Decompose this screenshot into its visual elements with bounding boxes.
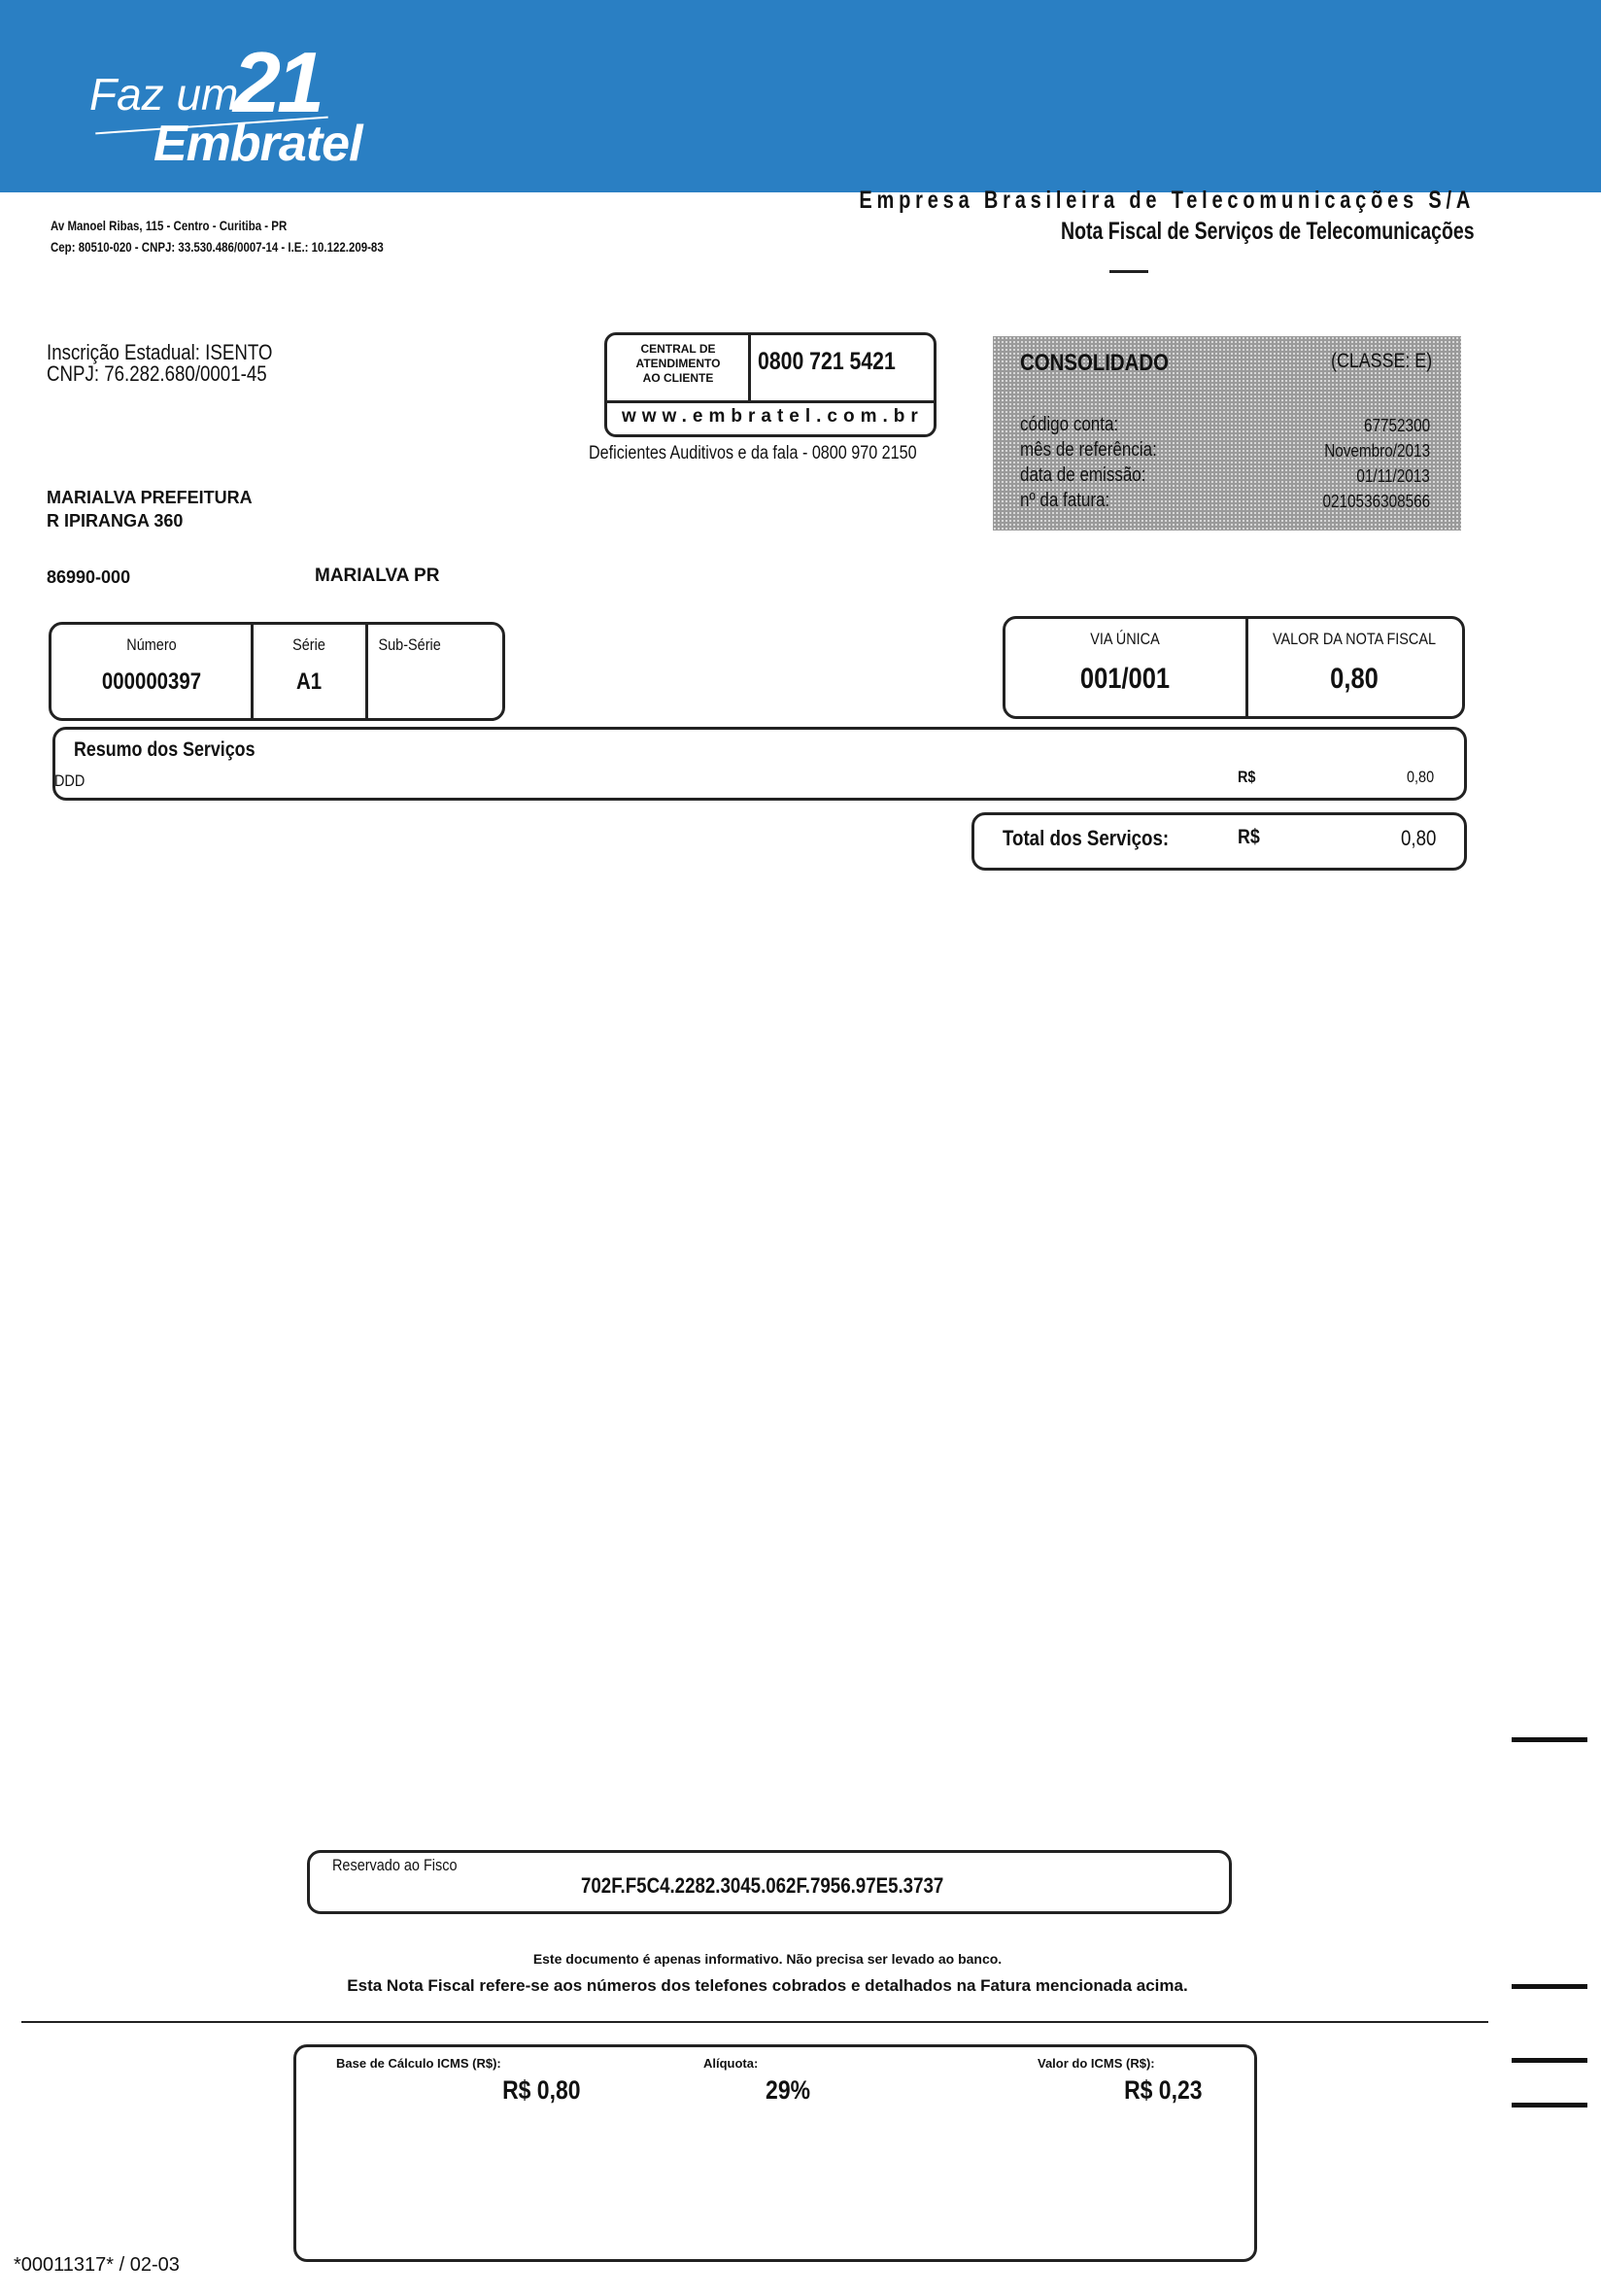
- base-calculo-label: Base de Cálculo ICMS (R$):: [336, 2056, 501, 2071]
- numero-label: Número: [126, 635, 177, 654]
- codigo-conta-label: código conta:: [1020, 414, 1119, 435]
- margin-mark: [1512, 2058, 1587, 2063]
- fisco-code: 702F.F5C4.2282.3045.062F.7956.97E5.3737: [581, 1873, 944, 1898]
- numero-fatura-label: nº da fatura:: [1020, 490, 1110, 511]
- client-name: MARIALVA PREFEITURA: [47, 488, 253, 507]
- numero-value: 000000397: [101, 668, 202, 695]
- client-street: R IPIRANGA 360: [47, 511, 184, 531]
- numero-fatura-value: 0210536308566: [1322, 492, 1430, 511]
- total-value: 0,80: [1401, 826, 1437, 850]
- codigo-conta-value: 67752300: [1363, 416, 1430, 435]
- serie-label: Série: [292, 635, 325, 654]
- issuer-address: Av Manoel Ribas, 115 - Centro - Curitiba - PR: [51, 218, 288, 233]
- central-separator-h: [604, 400, 934, 403]
- website: www.embratel.com.br: [622, 406, 924, 427]
- client-city: MARIALVA PR: [315, 565, 440, 586]
- subserie-label: Sub-Série: [378, 635, 441, 654]
- divider: [1109, 270, 1148, 273]
- valor-icms-value: R$ 0,23: [1124, 2075, 1203, 2105]
- footer-code: *00011317* / 02-03: [14, 2254, 180, 2276]
- service-currency: R$: [1238, 768, 1256, 786]
- divider-line: [21, 2021, 1488, 2023]
- aliquota-value: 29%: [766, 2075, 810, 2105]
- via-value: 001/001: [1079, 663, 1171, 695]
- mes-referencia-label: mês de referência:: [1020, 439, 1157, 461]
- valor-nota-value: 0,80: [1330, 663, 1379, 695]
- service-value: 0,80: [1407, 768, 1435, 786]
- total-label: Total dos Serviços:: [1003, 826, 1170, 850]
- margin-mark: [1512, 1737, 1587, 1742]
- deficientes-phone: Deficientes Auditivos e da fala - 0800 970 2150: [589, 443, 917, 463]
- resumo-title: Resumo dos Serviços: [74, 738, 255, 761]
- consolidado-classe: (CLASSE: E): [1331, 350, 1433, 372]
- nota-separator: [251, 622, 254, 718]
- margin-mark: [1512, 2103, 1587, 2108]
- aliquota-label: Alíquota:: [703, 2056, 759, 2071]
- cnpj: CNPJ: 76.282.680/0001-45: [47, 361, 267, 386]
- data-emissao-label: data de emissão:: [1020, 464, 1146, 486]
- logo-faz-um: Faz um: [89, 69, 239, 120]
- data-emissao-value: 01/11/2013: [1356, 466, 1430, 486]
- total-currency: R$: [1238, 826, 1260, 848]
- via-separator: [1245, 616, 1248, 716]
- nota-separator: [365, 622, 368, 718]
- via-label: VIA ÚNICA: [1090, 630, 1160, 648]
- mes-referencia-value: Novembro/2013: [1324, 441, 1430, 461]
- logo-21: 21: [233, 34, 321, 130]
- client-cep: 86990-000: [47, 567, 131, 587]
- logo-embratel: Embratel: [153, 116, 362, 172]
- issuer-cep-cnpj: Cep: 80510-020 - CNPJ: 33.530.486/0007-14 - I.E.: 10.122.209-83: [51, 239, 384, 255]
- company-name: Empresa Brasileira de Telecomunicações S/A: [859, 187, 1475, 214]
- central-phone: 0800 721 5421: [758, 348, 896, 375]
- valor-icms-label: Valor do ICMS (R$):: [1038, 2056, 1155, 2071]
- consolidado-title: CONSOLIDADO: [1020, 350, 1169, 376]
- fisco-label: Reservado ao Fisco: [332, 1856, 458, 1874]
- document-title: Nota Fiscal de Serviços de Telecomunicações: [1061, 218, 1475, 245]
- inscricao-estadual: Inscrição Estadual: ISENTO: [47, 340, 273, 364]
- central-separator: [748, 332, 751, 402]
- serie-value: A1: [295, 668, 323, 695]
- base-calculo-value: R$ 0,80: [502, 2075, 581, 2105]
- valor-nota-label: VALOR DA NOTA FISCAL: [1272, 630, 1437, 648]
- service-desc: DDD: [54, 771, 85, 790]
- informative-note: Este documento é apenas informativo. Não precisa ser levado ao banco.: [532, 1951, 1003, 1967]
- central-label: CENTRAL DE ATENDIMENTO AO CLIENTE: [635, 342, 721, 385]
- resumo-box: [52, 727, 1467, 801]
- fatura-note: Esta Nota Fiscal refere-se aos números dos telefones cobrados e detalhados na Fatura mencionada acima.: [347, 1976, 1188, 1995]
